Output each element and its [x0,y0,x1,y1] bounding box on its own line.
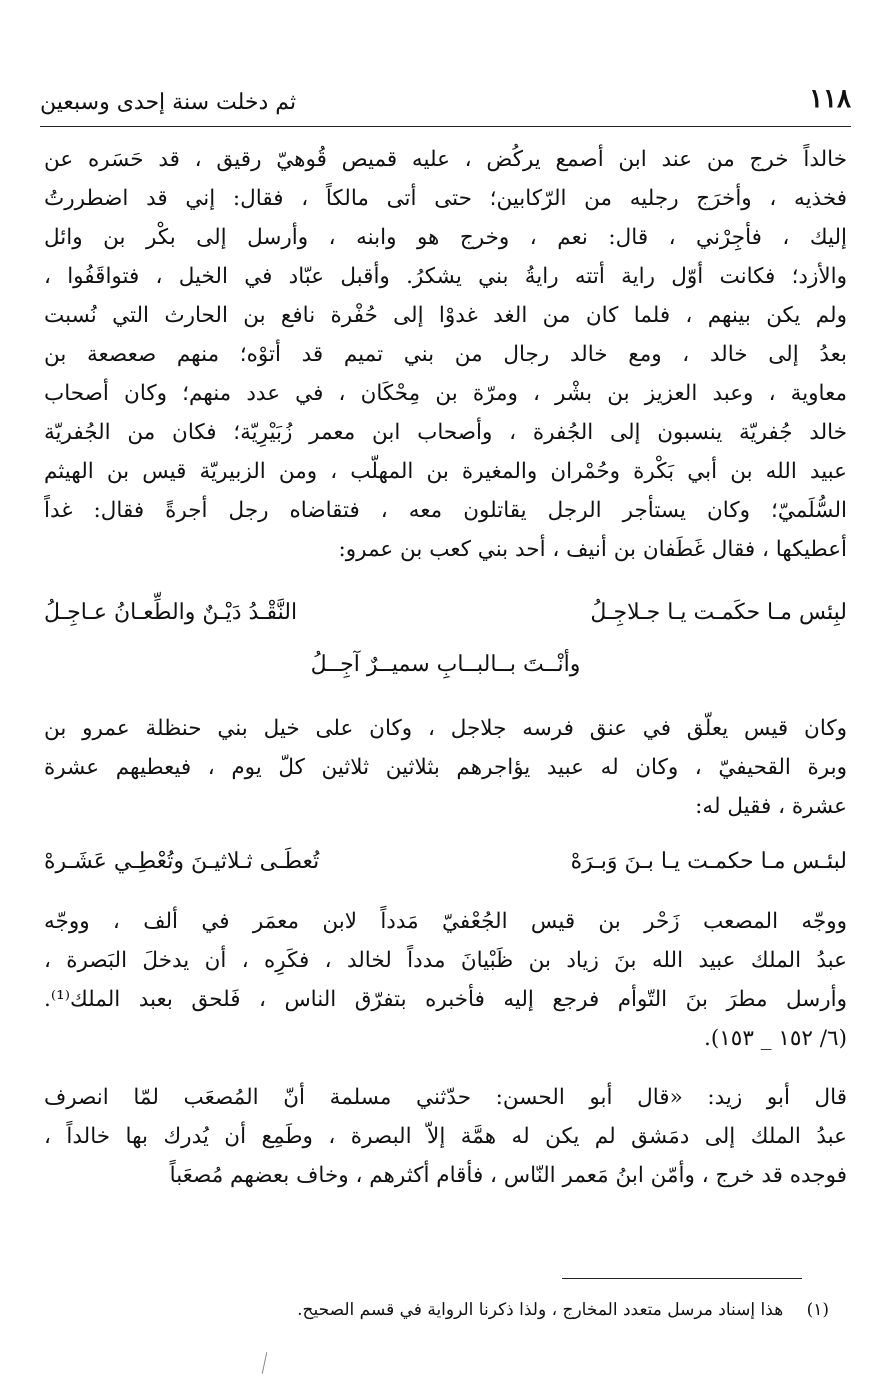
text-line: والأزد؛ فكانت أوّل راية أتته رايةُ بني يشكرُ. وأقبل عبّاد في الخيل ، فتواقَفُوا ، [44,264,847,289]
text-line: ووجّه المصعب زَحْر بن قيس الجُعْفيّ مَدداً لابن معمَر في ألف ، ووجّه [44,909,847,934]
text-line: عبدُ الملك عبيد الله بنَ زياد بن ظَبْيانَ مدداً لخالد ، فكَرِه ، أن يدخلَ البَصرة ، [44,948,847,973]
text-line: عبيد الله بن أبي بَكْرة وحُمْران والمغيرة بن المهلّب ، ومن الزبيريّة قيس بن الهيثم [44,459,847,484]
body-text [44,140,847,1195]
text-line: بعدُ إلى خالد ، ومع خالد رجال من بني تميم قد أتوْه؛ منهم صعصعة بن [44,342,847,367]
text-line: عبدُ الملك إلى دمَشق لم يكن له همَّة إلاّ البصرة ، وطَمِع أن يُدرك بها خالداً ، [44,1124,847,1149]
verse-hemistich: لبئـس مـا حكمـت يـا بـنَ وَبـرَهْ [570,849,847,874]
text-line: وأرسل مطرَ بنَ التّوأم فرجع إليه فأخبره بتفرّق الناس ، فَلحق بعبد الملك⁽¹⁾. [44,987,847,1012]
paragraph [44,140,847,569]
paragraph [44,1078,847,1195]
verse-hemistich: لبِئس مـا حكَمـت يـا جـلاجِـلُ [590,600,847,625]
stray-mark [262,1352,268,1374]
footnote-divider [562,1278,802,1279]
paragraph [44,902,847,1058]
paragraph [44,709,847,826]
footnote-marker: (١) [806,1300,829,1320]
verse-line: وأنْــتَ بــالبــابِ سميــرٌ آجِــلُ [310,652,581,677]
verse-hemistich: تُعطَـى ثـلاثيـنَ وتُعْطِـي عَشَـرهْ [44,849,320,874]
text-line: معاوية ، وعبد العزيز بن بشْر ، ومرّة بن مِحْكَان ، في عدد منهم؛ وكان أصحاب [44,381,847,406]
text-line: وبرة القحيفيّ ، وكان له عبيد يؤاجرهم بثلاثين ثلاثين كلّ يوم ، فيعطيهم عشرة [44,755,847,780]
text-line: فخذيه ، وأخرَج رجليه من الرّكابين؛ حتى أتى مالكاً ، فقال: إني قد اضطررتُ [44,186,847,211]
running-title: ثم دخلت سنة إحدى وسبعين [40,90,297,115]
page-number: ١١٨ [809,84,851,114]
footnote-text: هذا إسناد مرسل متعدد المخارج ، ولذا ذكرنا الرواية في قسم الصحيح. [297,1300,784,1320]
text-line: أعطيكها ، فقال غَطَفان بن أنيف ، أحد بني كعب بن عمرو: [338,537,847,562]
verse-hemistich: النَّقْـدُ دَيْـنٌ والطِّعـانُ عـاجِـلُ [44,600,298,625]
text-line: (٦/ ١٥٢ _ ١٥٣). [704,1026,847,1051]
text-line: قال أبو زيد: «قال أبو الحسن: حدّثني مسلمة أنّ المُصعَب لمّا انصرف [44,1085,847,1110]
text-line: خالد جُفريّة ينسبون إلى الجُفرة ، وأصحاب ابن معمر زُبَيْرِيّة؛ فكان من الجُفريّة [44,420,847,445]
verse-line [44,836,847,888]
text-line: وكان قيس يعلّق في عنق فرسه جلاجل ، وكان على خيل بني حنظلة عمرو بن [44,716,847,741]
text-line: إليك ، فأجِرْني ، قال: نعم ، وخرج هو وابنه ، وأرسل إلى بكْر بن وائل [44,225,847,250]
text-line: السُّلَميّ؛ وكان يستأجر الرجل يقاتلون معه ، فتقاضاه رجل أجرةً فقال: غداً [44,498,847,523]
footnote [297,1300,829,1320]
text-line: خالداً خرج من عند ابن أصمع يركُض ، عليه قميص قُوهيّ رقيق ، قد حَسَره عن [44,147,847,172]
verse-line [44,587,847,639]
text-line: فوجده قد خرج ، وأمّن ابنُ مَعمر النّاس ، فأقام أكثرهم ، وخاف بعضهم مُصعَباً [169,1163,847,1188]
text-line: عشرة ، فقيل له: [695,794,847,819]
page-header [40,84,851,127]
text-line: ولم يكن بينهم ، فلما كان من الغد غدوْا إلى حُفْرة نافع بن الحارث التي نُسبت [44,303,847,328]
